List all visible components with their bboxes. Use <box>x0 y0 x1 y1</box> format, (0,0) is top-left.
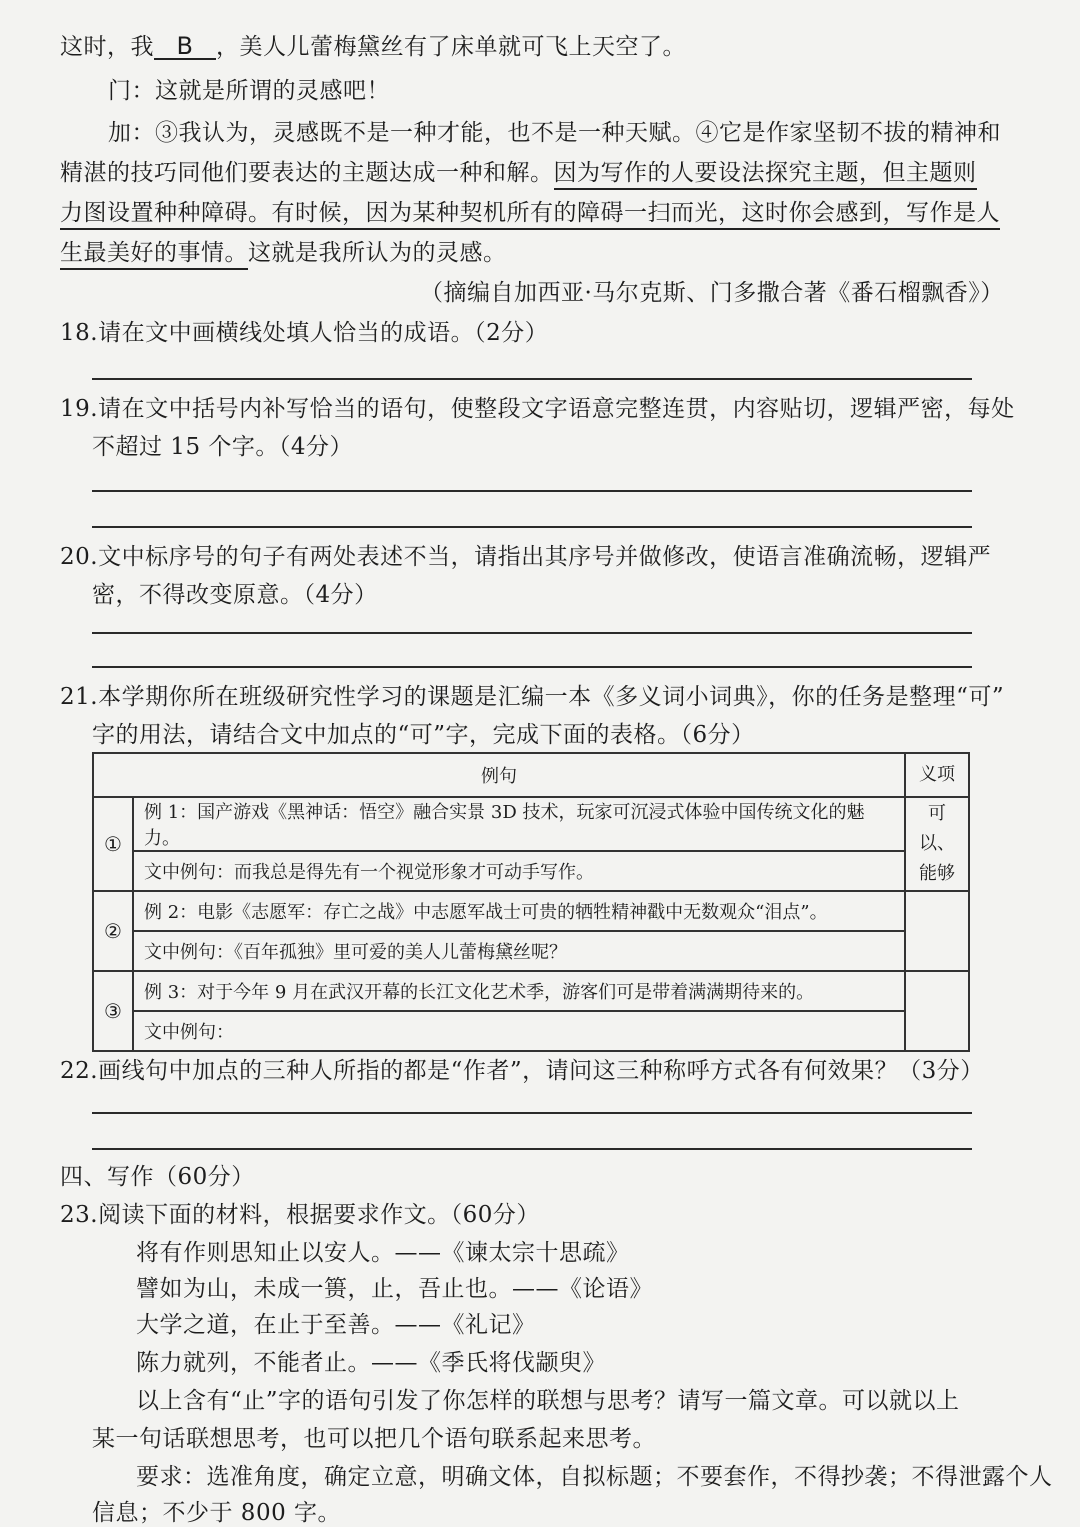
source-citation: （摘编自加西亚·马尔克斯、门多撒合著《番石榴飘香》） <box>420 280 1004 306</box>
passage-line-4 <box>60 154 977 187</box>
row-number: ② <box>93 891 133 971</box>
passage-text: 这时，我 <box>60 34 154 60</box>
passage-line-2: 门：这就是所谓的灵感吧！ <box>108 78 390 104</box>
table-row <box>93 971 969 1011</box>
passage-text: 精湛的技巧同他们要表达的主题达成一种和解。 <box>60 160 554 186</box>
underlined-sentence: 生最美好的事情。 <box>60 240 248 270</box>
table-row <box>93 797 969 851</box>
underlined-sentence: 因为写作的人要设法探究主题，但主题则 <box>554 160 977 190</box>
meaning-text: 可以、 <box>919 803 955 854</box>
underlined-sentence: 力图设置种种障碍。有时候，因为某种契机所有的障碍一扫而光，这时你会感到，写作是人 <box>60 200 1000 230</box>
text-example: 文中例句：而我总是得先有一个视觉形象才可动手写作。 <box>133 851 905 891</box>
question-19-cont: 不超过 15 个字。（4分） <box>92 434 354 460</box>
example-sentence: 例 2：电影《志愿军：存亡之战》中志愿军战士可贵的牺牲精神戳中无数观众“泪点”。 <box>133 891 905 931</box>
passage-line-5 <box>60 194 1000 227</box>
question-23: 23.阅读下面的材料，根据要求作文。（60分） <box>60 1202 540 1228</box>
material-4: 陈力就列，不能者止。——《季氏将伐颛臾》 <box>136 1350 606 1376</box>
requirements-line-2: 信息；不少于 800 字。 <box>92 1500 342 1526</box>
table-row <box>93 931 969 971</box>
prompt-line-1: 以上含有“止”字的语句引发了你怎样的联想与思考？请写一篇文章。可以就以上 <box>136 1388 960 1414</box>
answer-line <box>92 1148 972 1150</box>
text-example: 文中例句： <box>133 1011 905 1051</box>
material-1: 将有作则思知止以安人。——《谏太宗十思疏》 <box>136 1240 630 1266</box>
text-example: 文中例句：《百年孤独》里可爱的美人儿蕾梅黛丝呢？ <box>133 931 905 971</box>
question-19: 19.请在文中括号内补写恰当的语句，使整段文字语意完整连贯，内容贴切，逻辑严密，每处 <box>60 396 1015 422</box>
table-row <box>93 1011 969 1051</box>
question-22: 22.画线句中加点的三种人所指的都是“作者”，请问这三种称呼方式各有何效果？（3分） <box>60 1058 984 1084</box>
meaning-cell[interactable] <box>905 971 969 1051</box>
row-number: ③ <box>93 971 133 1051</box>
table-row <box>93 851 969 891</box>
example-sentence: 例 3：对于今年 9 月在武汉开幕的长江文化艺术季，游客们可是带着满满期待来的。 <box>133 971 905 1011</box>
answer-line <box>92 490 972 492</box>
header-meaning: 义项 <box>905 753 969 797</box>
answer-line <box>92 666 972 668</box>
passage-text: 这就是我所认为的灵感。 <box>248 240 507 266</box>
table-row <box>93 891 969 931</box>
row-number: ① <box>93 797 133 891</box>
question-21-cont: 字的用法，请结合文中加点的“可”字，完成下面的表格。（6分） <box>92 722 755 748</box>
table-header-row <box>93 753 969 797</box>
meaning-cell[interactable] <box>905 891 969 971</box>
answer-line <box>92 632 972 634</box>
question-21: 21.本学期你所在班级研究性学习的课题是汇编一本《多义词小词典》，你的任务是整理“可” <box>60 684 1005 710</box>
requirements-line-1: 要求：选准角度，确定立意，明确文体，自拟标题；不要套作，不得抄袭；不得泄露个人 <box>136 1464 1053 1490</box>
answer-line <box>92 378 972 380</box>
passage-line-6 <box>60 234 507 267</box>
section-title: 四、写作（60分） <box>60 1164 255 1190</box>
meaning-text: 能够 <box>919 863 955 884</box>
material-3: 大学之道，在止于至善。——《礼记》 <box>136 1312 536 1338</box>
question-20-cont: 密，不得改变原意。（4分） <box>92 582 378 608</box>
passage-line-3: 加：③我认为，灵感既不是一种才能，也不是一种天赋。④它是作家坚韧不拔的精神和 <box>108 120 1001 146</box>
usage-table <box>92 752 970 1052</box>
passage-text: ，美人儿蕾梅黛丝有了床单就可飞上天空了。 <box>216 34 686 60</box>
question-20: 20.文中标序号的句子有两处表述不当，请指出其序号并做修改，使语言准确流畅，逻辑严 <box>60 544 992 570</box>
material-2: 譬如为山，未成一篑，止，吾止也。——《论语》 <box>136 1276 653 1302</box>
answer-line <box>92 1112 972 1114</box>
example-sentence: 例 1：国产游戏《黑神话：悟空》融合实景 3D 技术，玩家可沉浸式体验中国传统文化的魅力。 <box>133 797 905 851</box>
answer-line <box>92 526 972 528</box>
header-example: 例句 <box>93 753 905 797</box>
question-18: 18.请在文中画横线处填人恰当的成语。（2分） <box>60 320 549 346</box>
passage-line-1 <box>60 28 686 61</box>
prompt-line-2: 某一句话联想思考，也可以把几个语句联系起来思考。 <box>92 1426 656 1452</box>
meaning-cell <box>905 797 969 891</box>
answer-blank: B <box>154 34 216 60</box>
